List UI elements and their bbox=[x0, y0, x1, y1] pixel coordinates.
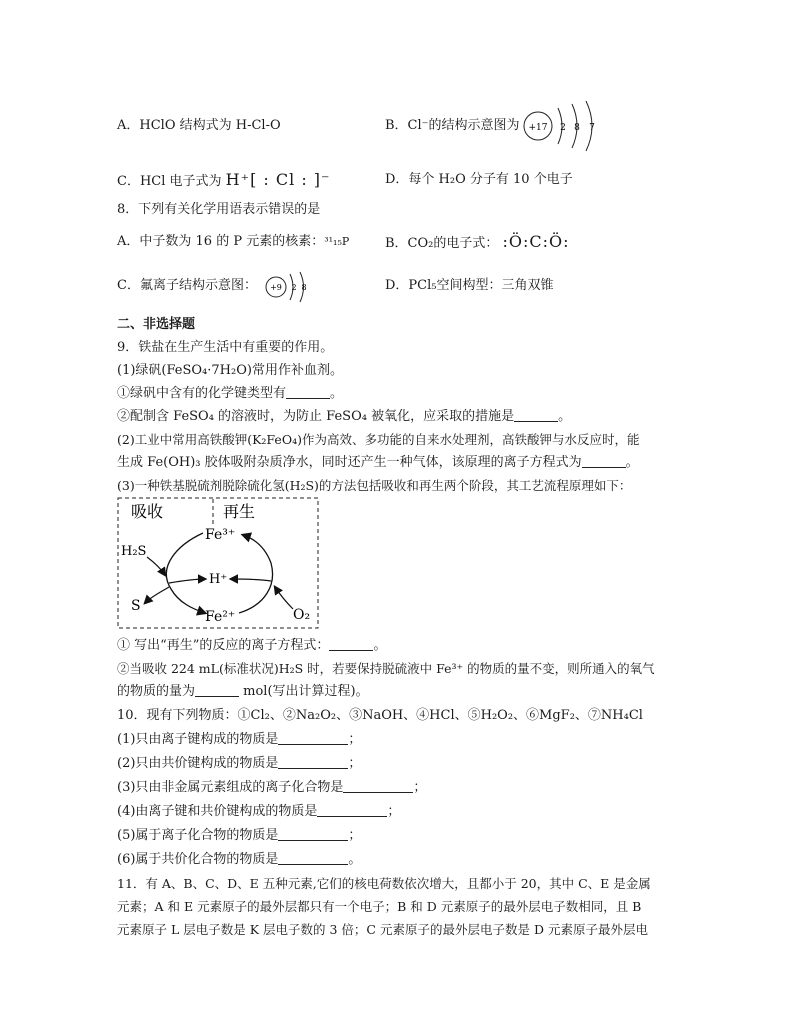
q9-part1a bbox=[117, 384, 343, 404]
q9-part1b bbox=[117, 407, 571, 427]
fe2-label: Fe²⁺ bbox=[205, 609, 236, 625]
period: 。 bbox=[625, 455, 639, 470]
q9-part3b-line2-tail: mol(写出计算过程)。 bbox=[243, 684, 369, 699]
q9-part2-line2-text: 生成 Fe(OH)₃ 胶体吸附杂质净水，同时还产生一种气体，该原理的离子方程式为 bbox=[117, 455, 582, 470]
q11-line1: 11．有 A、B、C、D、E 五种元素,它们的核电荷数依次增大，且都小于 20，其中 C、E 是金属 bbox=[117, 876, 651, 891]
semicolon: ； bbox=[348, 756, 362, 771]
q10-item-2 bbox=[117, 754, 361, 774]
q9-part2-line2 bbox=[117, 453, 639, 473]
h2s-in-arrow bbox=[147, 557, 165, 575]
answer-blank[interactable] bbox=[343, 778, 413, 793]
nucleus-charge: +17 bbox=[528, 123, 548, 133]
q11-line3: 元素原子 L 层电子数是 K 层电子数的 3 倍；C 元素原子的最外层电子数是 D 元素原子最外层电 bbox=[117, 922, 648, 937]
answer-blank[interactable] bbox=[278, 730, 348, 745]
q10-item-text: (5)属于离子化合物的物质是 bbox=[117, 828, 279, 843]
phosphorus-isotope: ³¹₁₅P bbox=[324, 235, 350, 248]
period: 。 bbox=[373, 638, 387, 653]
q11-line2: 元素；A 和 E 元素原子的最外层都只有一个电子；B 和 D 元素原子的最外层电子数相同，且 B bbox=[117, 899, 642, 914]
q9-part3a bbox=[117, 636, 386, 656]
q7-option-d: D．每个 H₂O 分子有 10 个电子 bbox=[385, 172, 573, 187]
hcl-electron-formula: H⁺[ : Cl : ]⁻ bbox=[225, 170, 331, 189]
q9-part2-line1: (2)工业中常用高铁酸钾(K₂FeO₄)作为高效、多功能的自来水处理剂，高铁酸钾与水反应时，能 bbox=[117, 432, 640, 447]
o2-in-arrow bbox=[275, 587, 293, 609]
q10-item-text: (1)只由离子键构成的物质是 bbox=[117, 732, 279, 747]
hplus-label: H⁺ bbox=[209, 572, 228, 587]
answer-blank[interactable] bbox=[317, 802, 387, 817]
nucleus-charge: +9 bbox=[270, 283, 282, 292]
fe3-to-fe2-arrow bbox=[166, 533, 205, 613]
q7-option-b-text: B．Cl⁻的结构示意图为 bbox=[385, 118, 520, 133]
fe2-to-fe3-arrow bbox=[239, 535, 273, 613]
q7-option-c-text: C．HCl 电子式为 bbox=[117, 174, 222, 189]
semicolon: ； bbox=[348, 828, 362, 843]
h2s-label: H₂S bbox=[121, 544, 147, 559]
q10-item-4 bbox=[117, 802, 400, 822]
q8-option-d: D．PCl₅空间构型：三角双锥 bbox=[385, 278, 554, 293]
answer-blank[interactable] bbox=[195, 682, 239, 697]
chloride-structure-diagram bbox=[520, 100, 610, 152]
q10-item-3 bbox=[117, 778, 426, 798]
q9-part3b-line1: ②当吸收 224 mL(标准状况)H₂S 时，若要保持脱硫液中 Fe³⁺ 的物质的量不变，则所通入的氧气 bbox=[117, 661, 655, 676]
q10-item-5 bbox=[117, 826, 361, 846]
period: 。 bbox=[558, 409, 572, 424]
q9-part3b-line2-text: 的物质的量为 bbox=[117, 684, 196, 699]
q8-option-c bbox=[117, 276, 257, 296]
co2-electron-formula: :Ö:C:Ö: bbox=[502, 232, 570, 251]
regen-label: 再生 bbox=[223, 502, 256, 521]
answer-blank[interactable] bbox=[514, 407, 558, 422]
q8-stem: 8．下列有关化学用语表示错误的是 bbox=[117, 202, 321, 217]
q10-item-text: (3)只由非金属元素组成的离子化合物是 bbox=[117, 780, 344, 795]
q10-item-6 bbox=[117, 850, 361, 870]
q8-option-b bbox=[385, 232, 570, 254]
semicolon: ； bbox=[413, 780, 427, 795]
q8-option-a bbox=[117, 232, 349, 252]
answer-blank[interactable] bbox=[278, 850, 348, 865]
semicolon: ； bbox=[348, 732, 362, 747]
q8-option-b-text: B．CO₂的电子式： bbox=[385, 236, 499, 251]
q8-option-c-text: C．氟离子结构示意图： bbox=[117, 278, 257, 293]
q7-option-c bbox=[117, 170, 330, 192]
o2-label: O₂ bbox=[293, 607, 311, 623]
q8-option-a-text: A．中子数为 16 的 P 元素的核素： bbox=[117, 234, 325, 249]
s-label: S bbox=[131, 598, 141, 614]
shell-electrons-1: 2 bbox=[291, 283, 297, 292]
q10-item-1 bbox=[117, 730, 361, 750]
section-heading: 二、非选择题 bbox=[117, 317, 196, 332]
hplus-out-arrow bbox=[169, 579, 205, 583]
s-out-arrow bbox=[145, 587, 169, 603]
q10-item-text: (2)只由共价键构成的物质是 bbox=[117, 756, 279, 771]
shell-electrons-3: 7 bbox=[589, 123, 595, 133]
answer-blank[interactable] bbox=[278, 826, 348, 841]
q7-option-b bbox=[385, 116, 520, 136]
q9-part3: (3)一种铁基脱硫剂脱除硫化氢(H₂S)的方法包括吸收和再生两个阶段，其工艺流程原理如下： bbox=[117, 478, 632, 493]
shell-electrons-2: 8 bbox=[301, 283, 307, 292]
shell-electrons-2: 8 bbox=[574, 123, 580, 133]
absorb-label: 吸收 bbox=[131, 502, 164, 521]
q7-option-a: A．HClO 结构式为 H-Cl-O bbox=[117, 118, 281, 133]
desulfurization-diagram bbox=[117, 497, 322, 631]
answer-blank[interactable] bbox=[278, 754, 348, 769]
q10-stem: 10．现有下列物质：①Cl₂、②Na₂O₂、③NaOH、④HCl、⑤H₂O₂、⑥MgF₂、⑦NH₄Cl bbox=[117, 708, 643, 723]
q9-part1: (1)绿矾(FeSO₄·7H₂O)常用作补血剂。 bbox=[117, 363, 343, 378]
q10-item-text: (4)由离子键和共价键构成的物质是 bbox=[117, 804, 318, 819]
hplus-in-arrow bbox=[231, 579, 271, 581]
answer-blank[interactable] bbox=[582, 453, 626, 468]
period: 。 bbox=[330, 386, 344, 401]
answer-blank[interactable] bbox=[329, 636, 373, 651]
q9-part3a-text: ① 写出“再生”的反应的离子方程式： bbox=[117, 638, 330, 653]
period: 。 bbox=[348, 852, 362, 867]
fluoride-structure-diagram bbox=[262, 270, 322, 304]
q9-part1a-text: ①绿矾中含有的化学键类型有 bbox=[117, 386, 287, 401]
q9-part1b-text: ②配制含 FeSO₄ 的溶液时，为防止 FeSO₄ 被氧化，应采取的措施是 bbox=[117, 409, 515, 424]
q10-item-text: (6)属于共价化合物的物质是 bbox=[117, 852, 279, 867]
answer-blank[interactable] bbox=[286, 384, 330, 399]
q9-part3b-line2 bbox=[117, 682, 369, 702]
q9-stem: 9．铁盐在生产生活中有重要的作用。 bbox=[117, 340, 334, 355]
fe3-label: Fe³⁺ bbox=[205, 527, 236, 543]
shell-electrons-1: 2 bbox=[560, 123, 566, 133]
semicolon: ； bbox=[387, 804, 401, 819]
